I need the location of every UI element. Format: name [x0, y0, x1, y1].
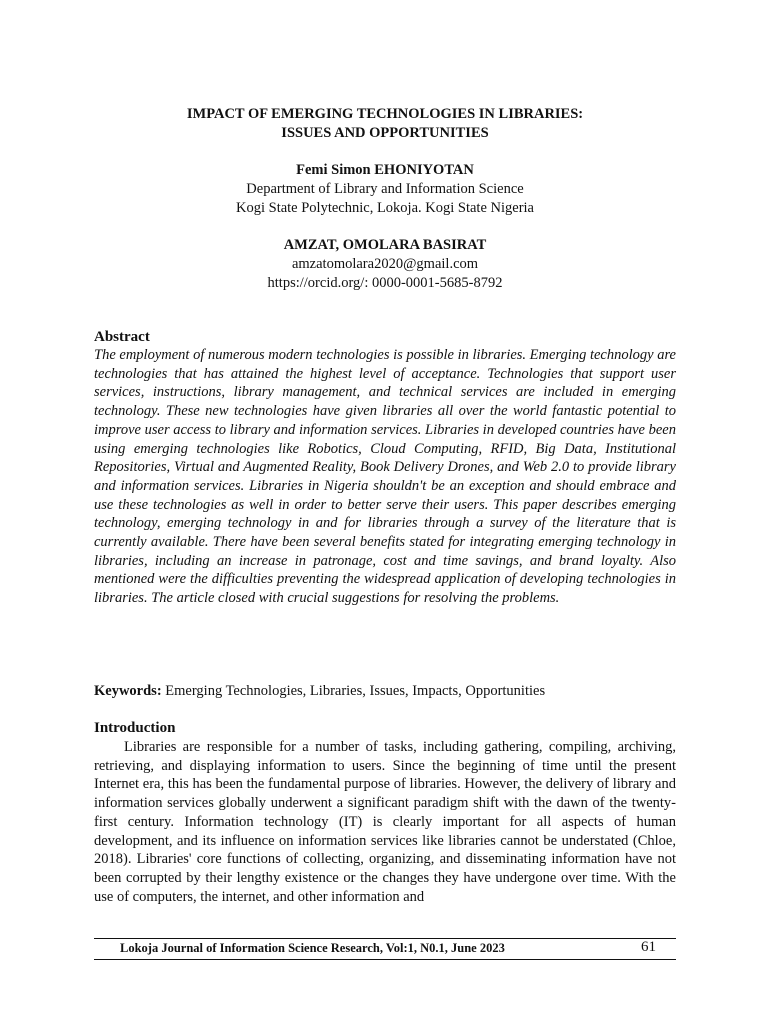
author-block	[94, 161, 676, 293]
author-2-name: AMZAT, OMOLARA BASIRAT	[283, 237, 487, 253]
title-line-1: IMPACT OF EMERGING TECHNOLOGIES IN LIBRARIES:	[186, 106, 584, 122]
journal-citation: Lokoja Journal of Information Science Research, Vol:1, N0.1, June 2023	[120, 941, 505, 955]
author-2-email[interactable]: amzatomolara2020@gmail.com	[291, 256, 479, 272]
author-1-affiliation: Department of Library and Information Science	[246, 181, 524, 197]
paper-title	[94, 105, 676, 143]
author-2-orcid[interactable]: https://orcid.org/: 0000-0001-5685-8792	[267, 275, 503, 291]
author-1-institution: Kogi State Polytechnic, Lokoja. Kogi State Nigeria	[236, 200, 534, 216]
keywords-text: Emerging Technologies, Libraries, Issues, Impacts, Opportunities	[161, 683, 546, 699]
keywords-line	[94, 682, 545, 701]
title-line-2: ISSUES AND OPPORTUNITIES	[281, 125, 489, 141]
page-footer	[94, 938, 676, 960]
author-1-name: Femi Simon EHONIYOTAN	[296, 162, 474, 178]
abstract-text: The employment of numerous modern technologies is possible in libraries. Emerging technology are technologies that has attained the highest level of acceptance. Technologies that support user services, instructions, library management, and technical services are included in emerging technology. These new technologies have given libraries all over the world fantastic potential to improve user access to library and information services. Libraries in developed countries have been using emerging technologies like Robotics, Cloud Computing, RFID, Big Data, Institutional Repositories, Virtual and Augmented Reality, Book Delivery Drones, and Web 2.0 to provide library and information services. Libraries in Nigeria shouldn't be an exception and should embrace and use these technologies as well in order to better serve their users. This paper describes emerging technology, emerging technology in and for libraries through a survey of the literature that is currently available. There have been several benefits stated for integrating emerging technology in libraries, including an increase in patronage, cost and time savings, and brand loyalty. Also mentioned were the difficulties preventing the widespread application of developing technologies in libraries. The article closed with crucial suggestions for resolving the problems.	[94, 347, 676, 607]
keywords-label: Keywords:	[94, 683, 162, 699]
introduction-text: Libraries are responsible for a number of tasks, including gathering, compiling, archiving, retrieving, and displaying information to users. Since the beginning of time until the present Internet era, this has been the fundamental purpose of libraries. However, the delivery of library and information services globally underwent a significant paradigm shift with the dawn of the twenty-first century. Information technology (IT) is clearly important for all aspects of human development, and its influence on information services like libraries cannot be understated (Chloe, 2018). Libraries' core functions of collecting, organizing, and disseminating information have not been corrupted by their lengthy existence or the changes they have undergone over time. With the use of computers, the internet, and other information and	[94, 739, 676, 905]
page-number: 61	[641, 939, 656, 955]
abstract-heading: Abstract	[94, 329, 150, 345]
introduction-heading: Introduction	[94, 720, 176, 736]
